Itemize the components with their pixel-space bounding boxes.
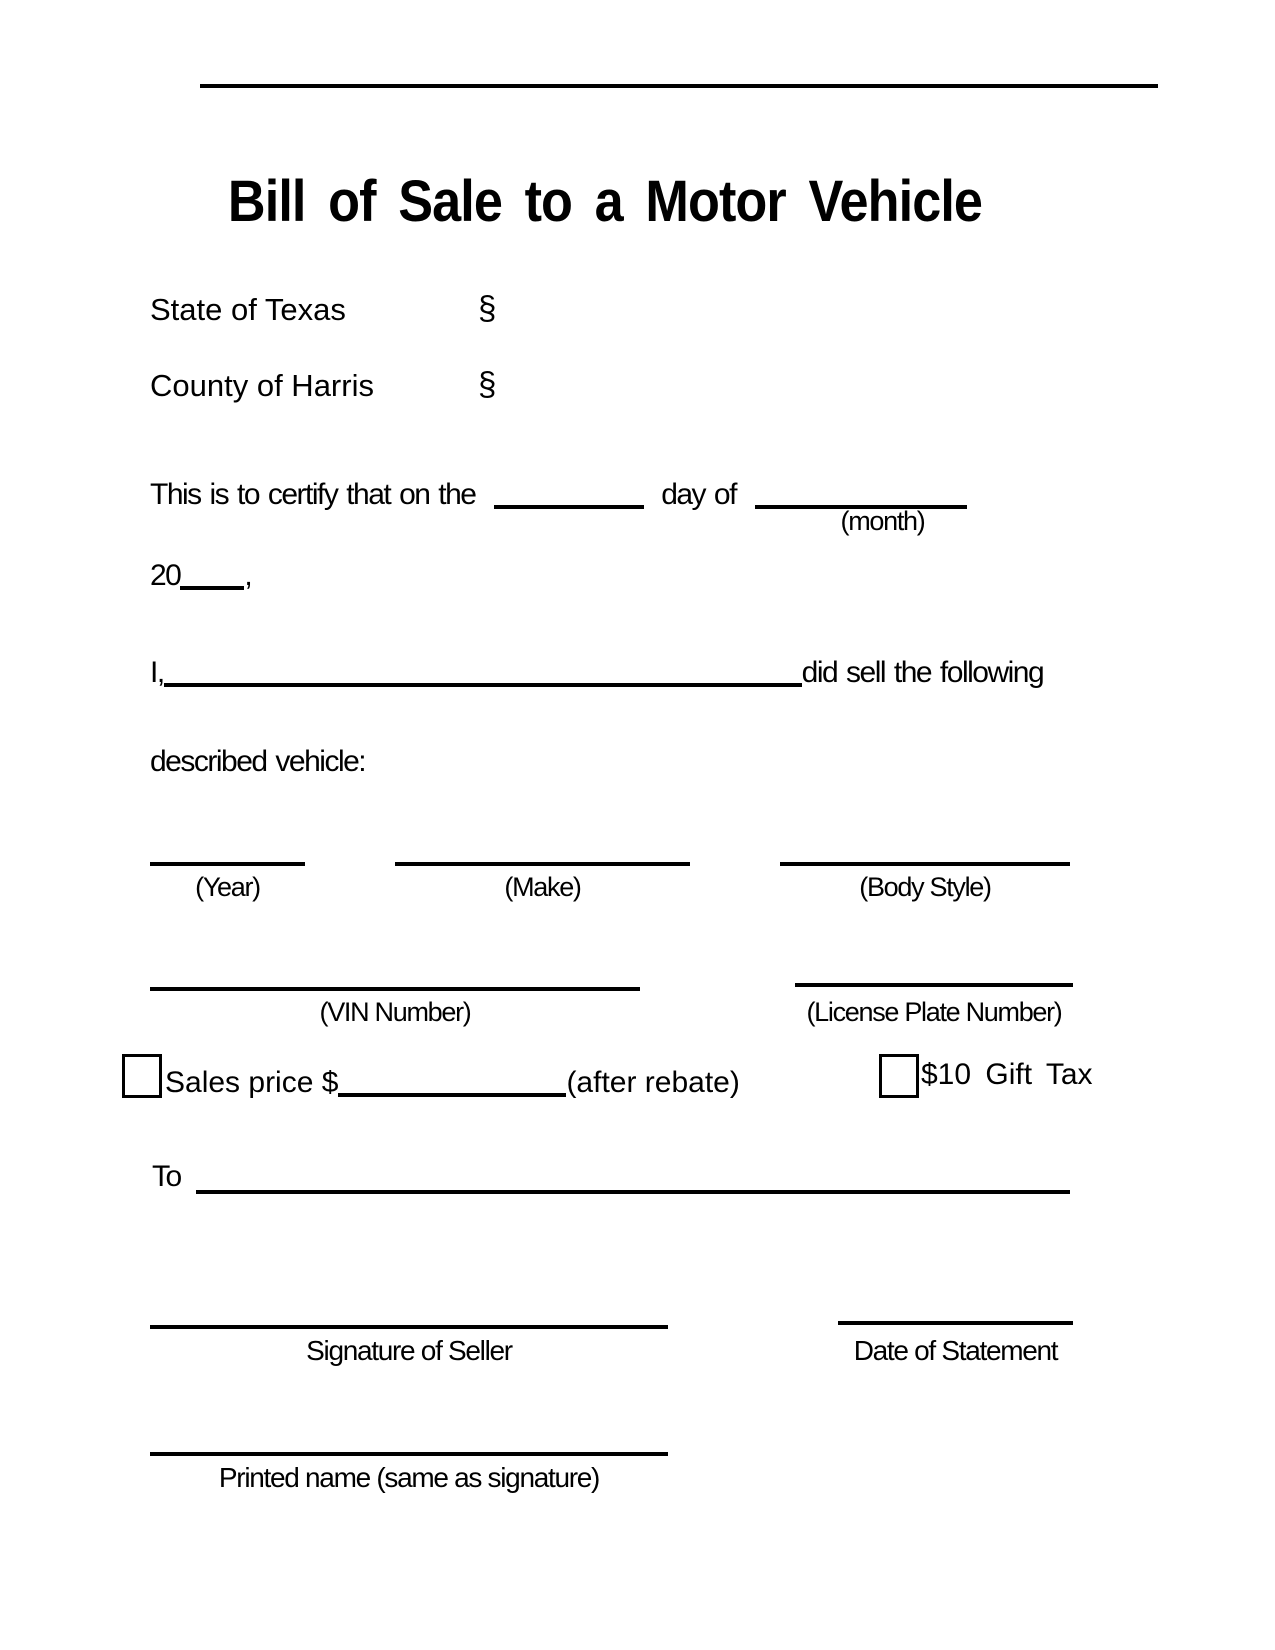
printed-name-label: Printed name (same as signature) — [218, 1462, 600, 1493]
seller-name-blank[interactable] — [164, 653, 802, 687]
day-blank[interactable] — [494, 475, 644, 509]
year-row — [150, 551, 251, 593]
state-label: State of Texas — [150, 292, 346, 327]
sales-price-label: Sales price $ — [165, 1066, 339, 1099]
license-plate-blank[interactable] — [795, 983, 1073, 987]
seller-sentence — [150, 648, 1043, 690]
make-field-label: (Make) — [504, 872, 581, 902]
seller-prefix-text: I, — [150, 656, 164, 689]
sales-price-row — [165, 1058, 740, 1100]
year-comma: , — [244, 559, 252, 592]
vehicle-year-blank[interactable] — [150, 862, 305, 866]
top-rule — [200, 84, 1158, 88]
gift-tax-label: $10 Gift Tax — [921, 1058, 1093, 1091]
vin-field-label: (VIN Number) — [319, 997, 471, 1027]
printed-name-blank[interactable] — [150, 1452, 668, 1456]
year-field-label: (Year) — [195, 872, 260, 902]
described-vehicle-text: described vehicle: — [150, 745, 366, 778]
date-of-statement-blank[interactable] — [838, 1321, 1073, 1325]
county-section-symbol: § — [478, 365, 497, 402]
vehicle-make-blank[interactable] — [395, 862, 690, 866]
gift-tax-checkbox[interactable] — [879, 1054, 919, 1098]
sales-price-checkbox[interactable] — [122, 1054, 162, 1098]
month-hint-label: (month) — [840, 506, 925, 536]
did-sell-text: did sell the following — [801, 656, 1044, 689]
page-title: Bill of Sale to a Motor Vehicle — [227, 169, 983, 234]
body-style-field-label: (Body Style) — [859, 872, 991, 902]
seller-signature-blank[interactable] — [150, 1325, 668, 1329]
after-rebate-label: (after rebate) — [566, 1066, 740, 1099]
county-label: County of Harris — [150, 368, 374, 403]
to-label: To — [152, 1160, 181, 1193]
certify-lead-text: This is to certify that on the — [150, 478, 476, 511]
sales-price-blank[interactable] — [338, 1063, 566, 1097]
vehicle-body-style-blank[interactable] — [780, 862, 1070, 866]
vin-blank[interactable] — [150, 987, 640, 991]
day-of-text: day of — [661, 478, 736, 511]
buyer-name-blank[interactable] — [196, 1190, 1070, 1194]
license-plate-field-label: (License Plate Number) — [806, 997, 1062, 1027]
month-blank[interactable] — [755, 475, 967, 509]
seller-signature-label: Signature of Seller — [306, 1335, 512, 1366]
year-prefix-text: 20 — [150, 559, 181, 592]
year-blank[interactable] — [180, 556, 244, 590]
state-section-symbol: § — [478, 289, 497, 326]
date-of-statement-label: Date of Statement — [853, 1335, 1058, 1366]
